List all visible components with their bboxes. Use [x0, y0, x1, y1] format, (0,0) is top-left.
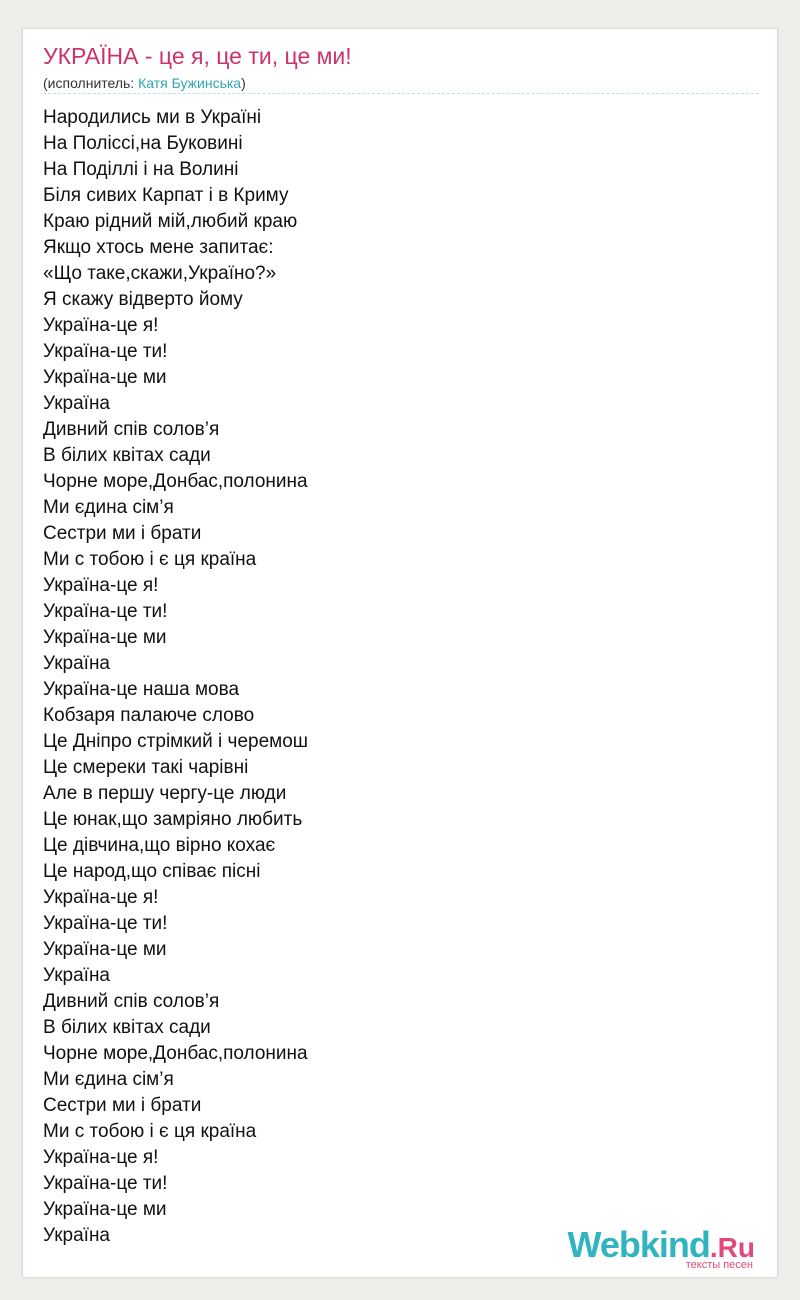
performer-suffix: )	[241, 75, 246, 91]
lyric-line: Україна-це ти!	[43, 1173, 168, 1194]
lyric-line: Україна-це я!	[43, 887, 159, 908]
lyric-line: Сестри ми і брати	[43, 523, 202, 544]
lyric-line: Це Дніпро стрімкий і черемош	[43, 731, 309, 752]
lyric-line: Чорне море,Донбас,полонина	[43, 1043, 308, 1064]
lyric-line: Україна-це я!	[43, 315, 159, 336]
lyric-line: Краю рідний мій,любий краю	[43, 211, 298, 232]
lyric-line: Це юнак,що замріяно любить	[43, 809, 303, 830]
lyric-line: Дивний спів солов’я	[43, 991, 220, 1012]
lyric-line: «Що таке,скажи,Україно?»	[43, 263, 277, 284]
lyric-line: Україна-це ми	[43, 367, 167, 388]
lyric-line: Ми єдина сім’я	[43, 497, 174, 518]
lyric-line: Це смереки такі чарівні	[43, 757, 249, 778]
lyric-line: Україна-це ми	[43, 627, 167, 648]
performer-prefix: (исполнитель:	[43, 75, 139, 91]
lyric-line: Україна	[43, 393, 111, 414]
lyric-line: Україна-це наша мова	[43, 679, 240, 700]
lyric-line: Україна	[43, 653, 111, 674]
header-divider	[43, 93, 759, 94]
lyric-line: Я скажу відверто йому	[43, 289, 243, 310]
lyric-line: Сестри ми і брати	[43, 1095, 202, 1116]
lyric-line: Це народ,що співає пісні	[43, 861, 261, 882]
lyric-line: Чорне море,Донбас,полонина	[43, 471, 308, 492]
lyric-line: Кобзаря палаюче слово	[43, 705, 255, 726]
lyric-line: Народились ми в Україні	[43, 107, 262, 128]
lyric-line: Якщо хтось мене запитає:	[43, 237, 274, 258]
lyric-line: Дивний спів солов’я	[43, 419, 220, 440]
lyric-line: Ми с тобою і є ця країна	[43, 1121, 257, 1142]
lyrics-card	[22, 28, 778, 1278]
performer-line	[43, 75, 246, 91]
lyric-line: В білих квітах сади	[43, 1017, 211, 1038]
lyric-line: Україна-це ти!	[43, 601, 168, 622]
lyric-line: Це дівчина,що вірно кохає	[43, 835, 276, 856]
lyric-line: Але в першу чергу-це люди	[43, 783, 287, 804]
lyric-line: На Поділлі і на Волині	[43, 159, 239, 180]
lyrics-list	[43, 105, 308, 1249]
lyric-line: Україна	[43, 965, 111, 986]
artist-link[interactable]: Катя Бужинська	[138, 75, 242, 91]
webkind-logo[interactable]	[567, 1224, 755, 1271]
lyric-line: Україна	[43, 1225, 111, 1246]
song-title: УКРАЇНА - це я, це ти, це ми!	[43, 43, 352, 69]
lyric-line: В білих квітах сади	[43, 445, 211, 466]
lyric-line: Біля сивих Карпат і в Криму	[43, 185, 289, 206]
lyric-line: Україна-це я!	[43, 1147, 159, 1168]
logo-main: Webkind	[567, 1224, 710, 1265]
lyric-line: Україна-це ми	[43, 1199, 167, 1220]
lyric-line: Ми єдина сім’я	[43, 1069, 174, 1090]
lyric-line: Україна-це ти!	[43, 913, 168, 934]
logo-subtitle: тексты песен	[685, 1259, 753, 1271]
lyric-line: На Поліссі,на Буковині	[43, 133, 243, 154]
lyric-line: Ми с тобою і є ця країна	[43, 549, 257, 570]
lyric-line: Україна-це ти!	[43, 341, 168, 362]
logo-ru: .Ru	[709, 1232, 755, 1263]
lyric-line: Україна-це ми	[43, 939, 167, 960]
lyric-line: Україна-це я!	[43, 575, 159, 596]
